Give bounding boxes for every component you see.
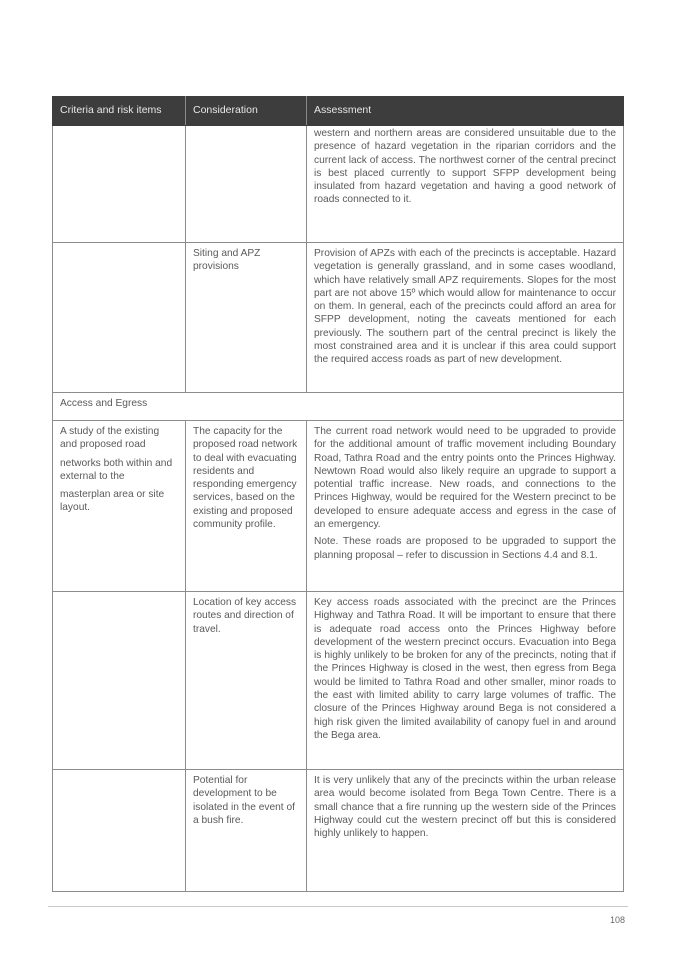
page-number: 108: [610, 915, 626, 925]
table-row: [53, 770, 624, 892]
risk-assessment-table: [52, 96, 624, 892]
criteria-cell: [53, 421, 186, 592]
assessment-cell: [307, 243, 624, 393]
assessment-cell: [307, 421, 624, 592]
assessment-cell: [307, 592, 624, 770]
criteria-text: A study of the existing and proposed road: [60, 426, 160, 451]
table-row: [53, 592, 624, 770]
consideration-cell: Potential for development to be isolated in the event of a bush fire.: [186, 770, 307, 892]
assessment-text: It is very unlikely that any of the precincts within the urban release area would become isolated from Bega Town Centre. There is a small chance that a fire running up the western side of the Princes Highway could cut the western precinct off but this is considered highly unlikely to happen.: [314, 775, 616, 840]
assessment-cell: [307, 126, 624, 243]
assessment-text: western and northern areas are considered unsuitable due to the presence of hazard vegetation in the riparian corridors and the current lack of access. The northwest corner of the central precinct is best placed currently to support SFPP development being insulated from hazard vegetation and having a good network of roads connected to it.: [314, 128, 616, 206]
criteria-cell: [53, 243, 186, 393]
assessment-cell: [307, 770, 624, 892]
consideration-cell: Location of key access routes and direction of travel.: [186, 592, 307, 770]
consideration-cell: The capacity for the proposed road network to deal with evacuating residents and responding emergency services, based on the existing and proposed community profile.: [186, 421, 307, 592]
criteria-text: networks both within and external to the: [60, 457, 173, 482]
assessment-note: Note. These roads are proposed to be upgraded to support the planning proposal – refer to discussion in Sections 4.4 and 8.1.: [314, 536, 616, 561]
header-criteria: Criteria and risk items: [53, 97, 186, 126]
table-row: [53, 243, 624, 393]
footer-divider: [48, 906, 628, 907]
header-assessment: Assessment: [307, 97, 624, 126]
header-consideration: Consideration: [186, 97, 307, 126]
criteria-text: masterplan area or site layout.: [60, 489, 165, 514]
table-header-row: [53, 97, 624, 126]
section-heading: Access and Egress: [53, 393, 624, 421]
table-row: [53, 421, 624, 592]
criteria-cell: [53, 592, 186, 770]
consideration-cell: [186, 126, 307, 243]
assessment-text: Provision of APZs with each of the precincts is acceptable. Hazard vegetation is generally grassland, and in some cases woodland, which have relatively small APZ requirements. Slopes for the most part are not above 15º which would allow for maintenance to occur on them. In general, each of the precincts could afford an area for SFPP development, noting the caveats mentioned for each previously. The southern part of the central precinct is likely the most constrained area and it is unclear if this area could support the required access roads as part of new development.: [314, 248, 616, 366]
table-row: [53, 126, 624, 243]
criteria-cell: [53, 770, 186, 892]
criteria-cell: [53, 126, 186, 243]
assessment-text: Key access roads associated with the precinct are the Princes Highway and Tathra Road. It will be important to ensure that there is adequate road access onto the Princes Highway before development of the western precinct occurs. Evacuation into Bega is highly unlikely to be broken for any of the precincts, noting that if the Princes Highway is closed in the west, then egress from Bega would be limited to Tathra Road and other smaller, minor roads to the east with limited ability to carry large volumes of traffic. The closure of the Princes Highway around Bega is not considered a high risk given the limited availability of canopy fuel in and around the Bega area.: [314, 597, 616, 741]
consideration-cell: Siting and APZ provisions: [186, 243, 307, 393]
assessment-text: The current road network would need to be upgraded to provide for the additional amount of traffic movement including Boundary Road, Tathra Road and the entry points onto the Princes Highway. Newtown Road would also likely require an upgrade to support a potential traffic increase. New roads, and connections to the Princes Highway, would be required for the Western precinct to be developed to ensure adequate access and egress in the case of an emergency.: [314, 426, 616, 531]
section-row: [53, 393, 624, 421]
